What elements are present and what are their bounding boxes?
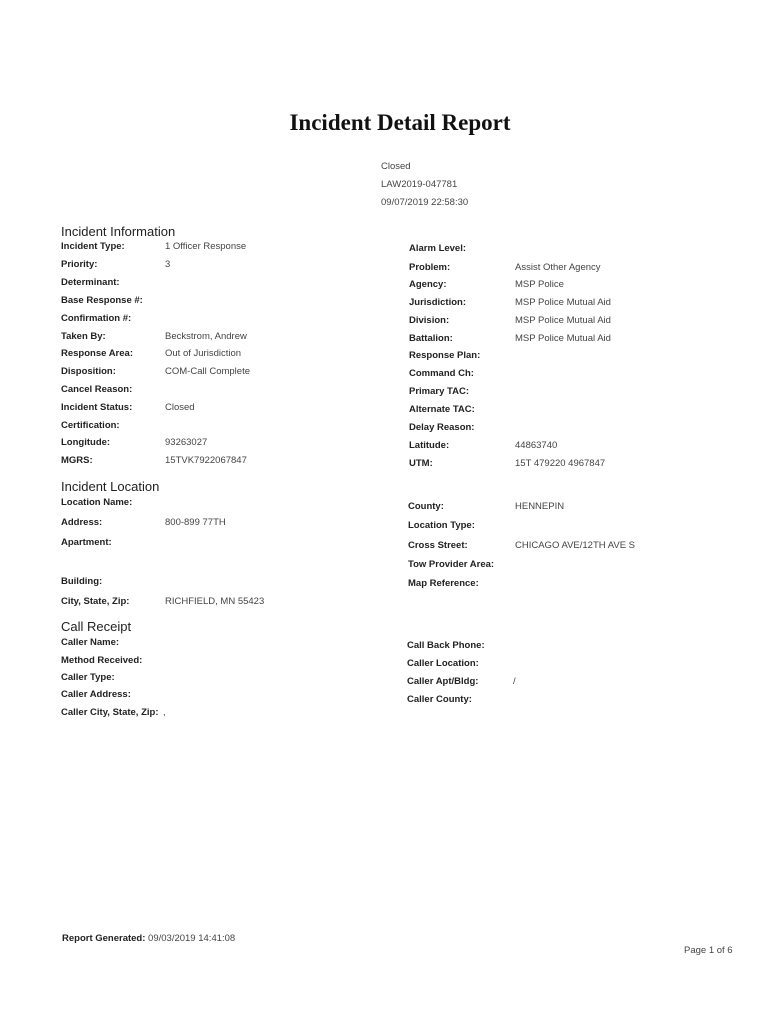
section-heading-call-receipt: Call Receipt bbox=[61, 619, 132, 634]
address-value: 800-899 77TH bbox=[165, 517, 226, 528]
caller-address-label: Caller Address: bbox=[61, 689, 131, 700]
incident-type-label: Incident Type: bbox=[61, 241, 125, 252]
battalion-label: Battalion: bbox=[409, 333, 453, 344]
priority-label: Priority: bbox=[61, 259, 98, 270]
problem-value: Assist Other Agency bbox=[515, 262, 601, 273]
caller-type-label: Caller Type: bbox=[61, 672, 115, 683]
caller-location-label: Caller Location: bbox=[407, 658, 479, 669]
division-value: MSP Police Mutual Aid bbox=[515, 315, 611, 326]
report-generated-label: Report Generated: bbox=[62, 933, 146, 944]
determinant-label: Determinant: bbox=[61, 277, 120, 288]
incident-date-value: 09/07/2019 22:58:30 bbox=[381, 197, 469, 208]
response-plan-label: Response Plan: bbox=[409, 350, 481, 361]
section-heading-incident-information: Incident Information bbox=[61, 224, 176, 239]
incident-status-value: Closed bbox=[381, 161, 411, 172]
incident-status-value: Closed bbox=[165, 402, 195, 413]
alarm-level-label: Alarm Level: bbox=[409, 243, 467, 254]
location-type-label: Location Type: bbox=[408, 520, 475, 531]
utm-value: 15T 479220 4967847 bbox=[515, 458, 606, 469]
mgrs-value: 15TVK7922067847 bbox=[165, 455, 247, 466]
section-heading-incident-location: Incident Location bbox=[61, 479, 160, 494]
caller-city-state-zip-label: Caller City, State, Zip: bbox=[61, 707, 159, 718]
cancel-reason-label: Cancel Reason: bbox=[61, 384, 133, 395]
cross-street-value: CHICAGO AVE/12TH AVE S bbox=[515, 540, 636, 551]
delay-reason-label: Delay Reason: bbox=[409, 422, 475, 433]
caller-apt-bldg-label: Caller Apt/Bldg: bbox=[407, 676, 479, 687]
confirmation-label: Confirmation #: bbox=[61, 313, 132, 324]
priority-value: 3 bbox=[165, 259, 171, 270]
county-value: HENNEPIN bbox=[515, 501, 565, 512]
incident-type-value: 1 Officer Response bbox=[165, 241, 247, 252]
building-label: Building: bbox=[61, 576, 103, 587]
certification-label: Certification: bbox=[61, 420, 120, 431]
report-generated bbox=[62, 933, 235, 944]
base-response-label: Base Response #: bbox=[61, 295, 143, 306]
address-label: Address: bbox=[61, 517, 103, 528]
jurisdiction-label: Jurisdiction: bbox=[409, 297, 467, 308]
mgrs-label: MGRS: bbox=[61, 455, 93, 466]
caller-city-state-zip-value: , bbox=[163, 707, 166, 718]
response-area-value: Out of Jurisdiction bbox=[165, 348, 242, 359]
latitude-value: 44863740 bbox=[515, 440, 558, 451]
location-name-label: Location Name: bbox=[61, 497, 133, 508]
taken-by-value: Beckstrom, Andrew bbox=[165, 331, 247, 342]
city-state-zip-label: City, State, Zip: bbox=[61, 596, 130, 607]
agency-label: Agency: bbox=[409, 279, 447, 290]
incident-number-value: LAW2019-047781 bbox=[381, 179, 458, 190]
division-label: Division: bbox=[409, 315, 450, 326]
incident-status-label: Incident Status: bbox=[61, 402, 133, 413]
caller-county-label: Caller County: bbox=[407, 694, 472, 705]
report-title: Incident Detail Report bbox=[289, 110, 511, 135]
call-back-phone-label: Call Back Phone: bbox=[407, 640, 485, 651]
caller-name-label: Caller Name: bbox=[61, 637, 120, 648]
alternate-tac-label: Alternate TAC: bbox=[409, 404, 475, 415]
cross-street-label: Cross Street: bbox=[408, 540, 468, 551]
primary-tac-label: Primary TAC: bbox=[409, 386, 470, 397]
jurisdiction-value: MSP Police Mutual Aid bbox=[515, 297, 611, 308]
map-reference-label: Map Reference: bbox=[408, 578, 479, 589]
longitude-label: Longitude: bbox=[61, 437, 111, 448]
response-area-label: Response Area: bbox=[61, 348, 133, 359]
agency-value: MSP Police bbox=[515, 279, 564, 290]
disposition-value: COM-Call Complete bbox=[165, 366, 250, 377]
county-label: County: bbox=[408, 501, 444, 512]
method-received-label: Method Received: bbox=[61, 655, 143, 666]
utm-label: UTM: bbox=[409, 458, 433, 469]
longitude-value: 93263027 bbox=[165, 437, 208, 448]
report-generated-value: 09/03/2019 14:41:08 bbox=[148, 933, 236, 944]
command-ch-label: Command Ch: bbox=[409, 368, 474, 379]
city-state-zip-value: RICHFIELD, MN 55423 bbox=[165, 596, 265, 607]
problem-label: Problem: bbox=[409, 262, 451, 273]
disposition-label: Disposition: bbox=[61, 366, 116, 377]
taken-by-label: Taken By: bbox=[61, 331, 106, 342]
tow-provider-area-label: Tow Provider Area: bbox=[408, 559, 495, 570]
caller-apt-bldg-value: / bbox=[513, 676, 516, 687]
page-number: Page 1 of 6 bbox=[684, 945, 733, 956]
latitude-label: Latitude: bbox=[409, 440, 450, 451]
battalion-value: MSP Police Mutual Aid bbox=[515, 333, 611, 344]
apartment-label: Apartment: bbox=[61, 537, 112, 548]
